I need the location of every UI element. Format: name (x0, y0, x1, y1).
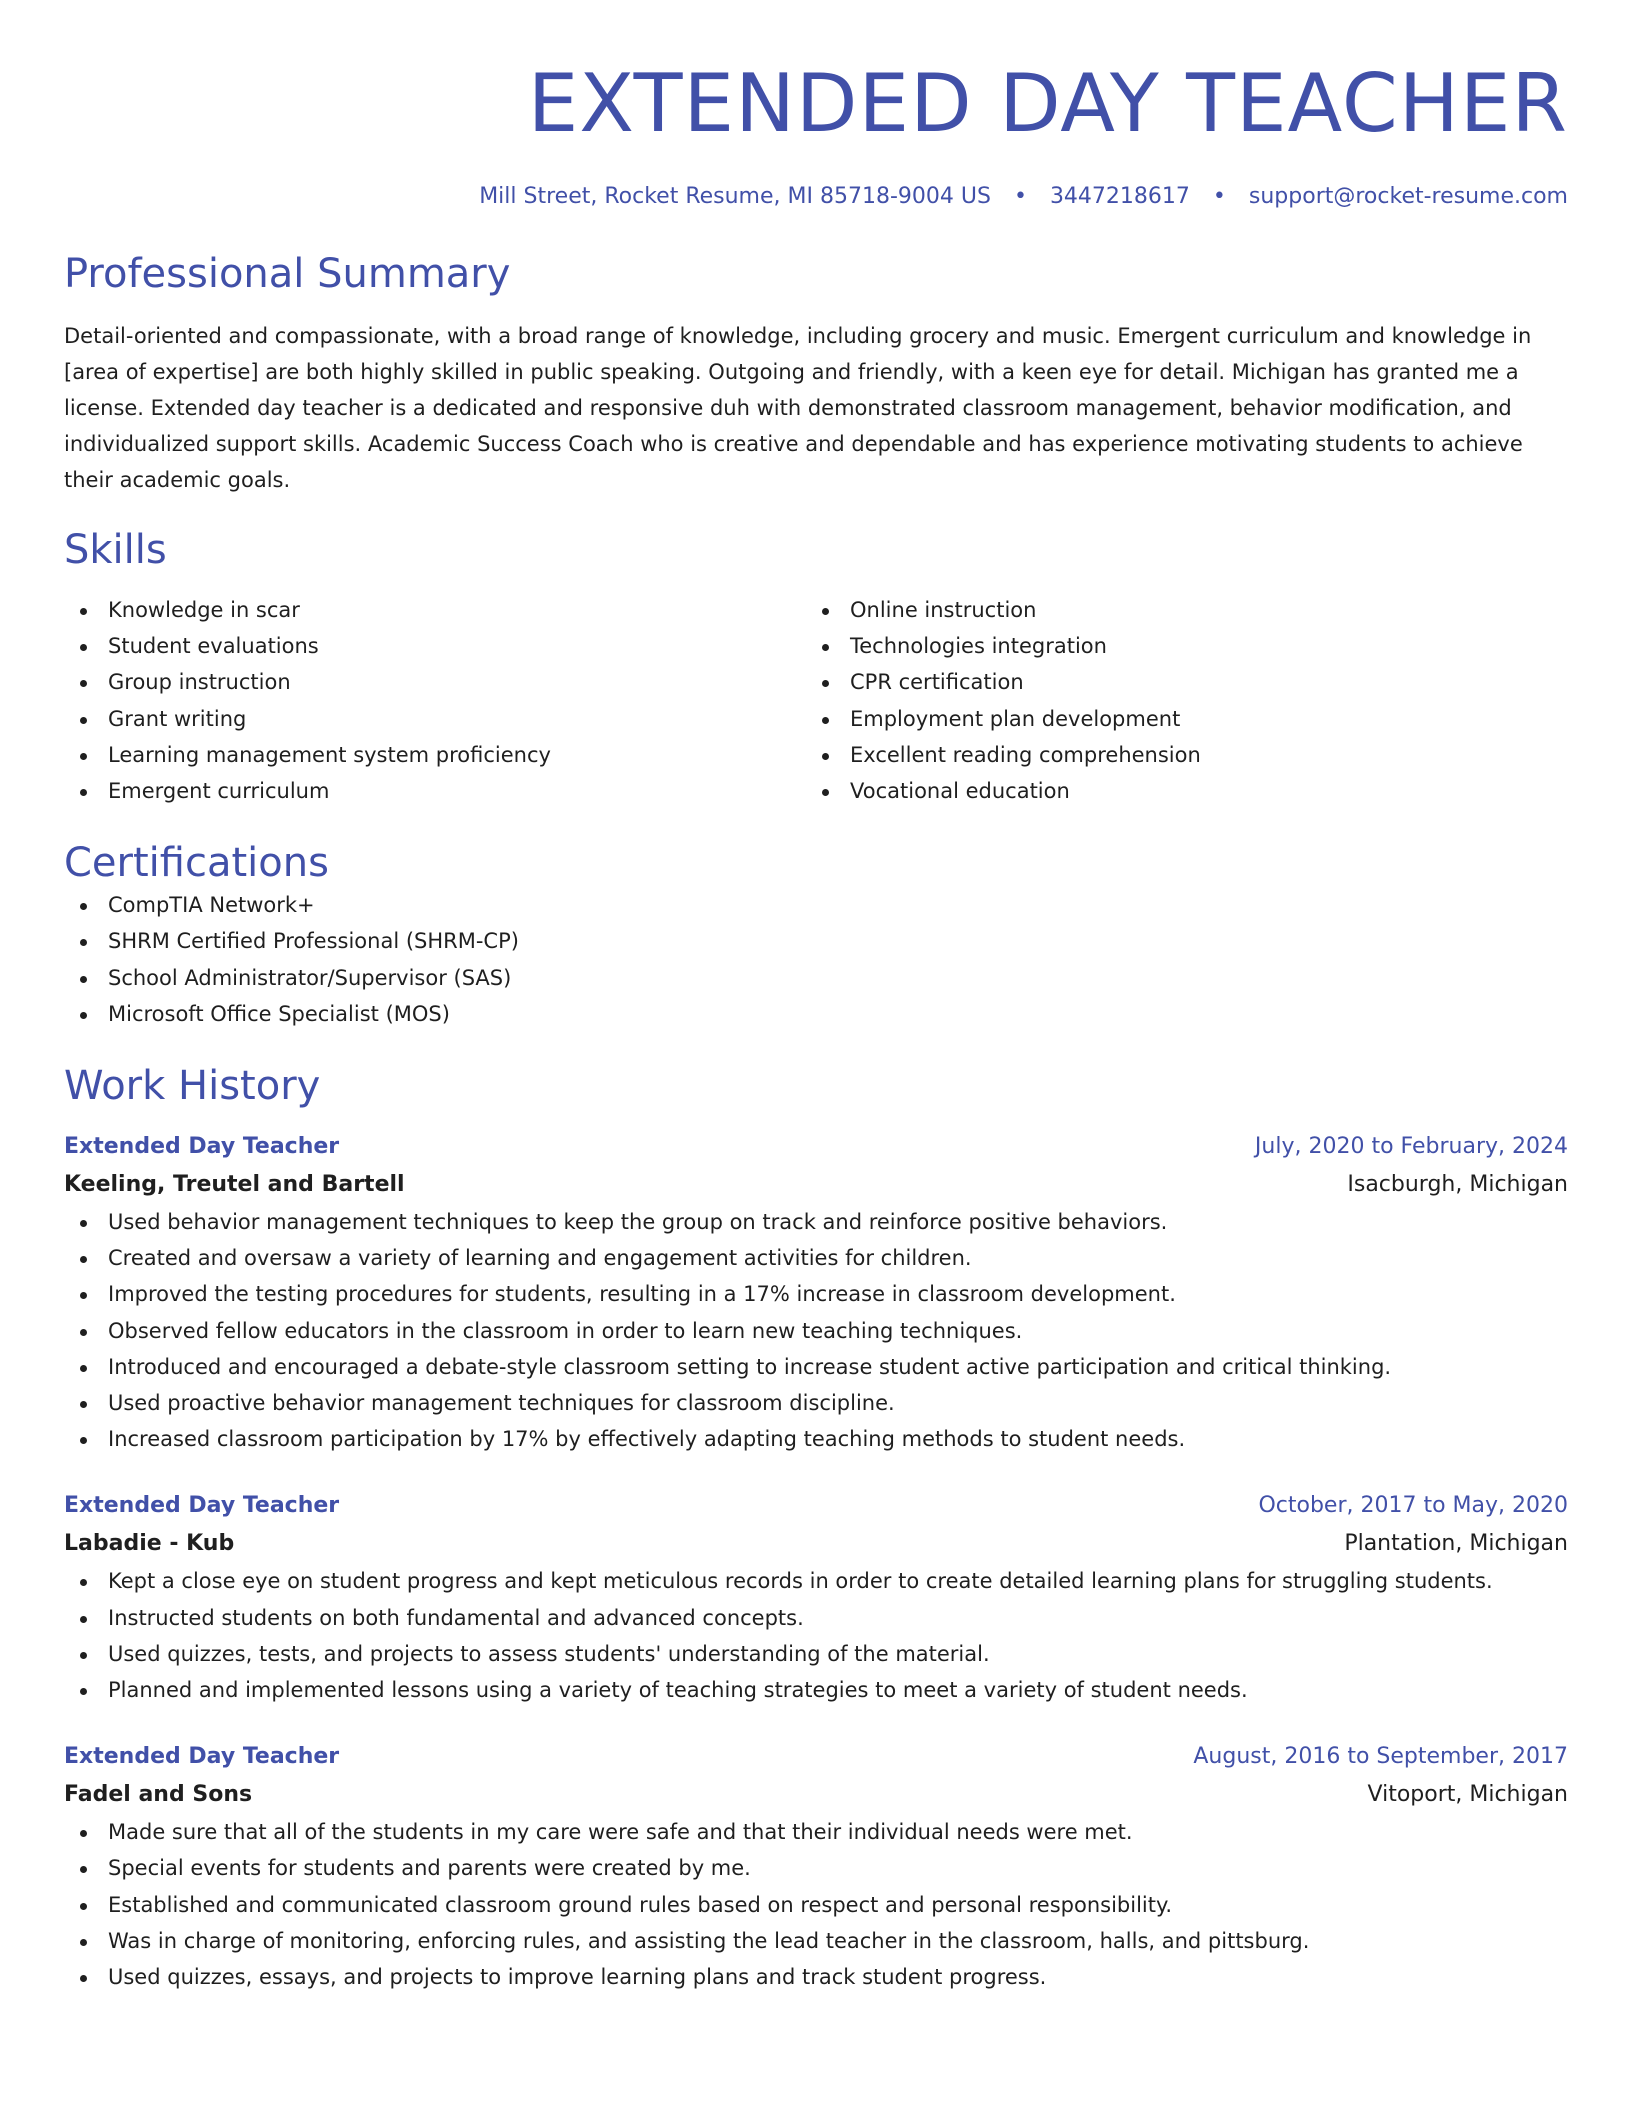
responsibility-item: Increased classroom participation by 17% by effectively adapting teaching methods to student needs. (64, 1421, 1568, 1457)
job-dates: October, 2017 to May, 2020 (1258, 1493, 1568, 1519)
certifications-section (64, 839, 1568, 1032)
responsibility-item: Planned and implemented lessons using a variety of teaching strategies to meet a variety of student needs. (64, 1672, 1568, 1708)
skill-item: Learning management system proficiency (64, 737, 806, 773)
contact-phone: 3447218617 (1049, 184, 1190, 209)
job-title: Extended Day Teacher (64, 1493, 340, 1519)
certification-item: Microsoft Office Specialist (MOS) (64, 996, 1568, 1032)
skill-item: Emergent curriculum (64, 773, 806, 809)
contact-line (64, 182, 1568, 212)
resume-header (64, 56, 1568, 212)
job-title-row (64, 1487, 1568, 1525)
job-dates: August, 2016 to September, 2017 (1193, 1744, 1568, 1770)
responsibility-item: Observed fellow educators in the classroom in order to learn new teaching techniques. (64, 1313, 1568, 1349)
job-entry (64, 1487, 1568, 1708)
job-title: Extended Day Teacher (64, 1744, 340, 1770)
contact-email: support@rocket-resume.com (1248, 184, 1568, 209)
skill-item: Student evaluations (64, 628, 806, 664)
skill-item: Employment plan development (806, 701, 1548, 737)
job-dates: July, 2020 to February, 2024 (1254, 1134, 1568, 1160)
job-company: Keeling, Treutel and Bartell (64, 1172, 405, 1198)
skills-section (64, 526, 1568, 809)
contact-separator: • (1013, 184, 1027, 209)
job-entry (64, 1128, 1568, 1457)
contact-separator: • (1212, 184, 1226, 209)
skill-item: Grant writing (64, 701, 806, 737)
skills-column-right (806, 592, 1548, 809)
skill-item: CPR certification (806, 664, 1548, 700)
certification-item: CompTIA Network+ (64, 887, 1568, 923)
job-title-row (64, 1128, 1568, 1166)
section-title-summary: Professional Summary (64, 251, 511, 297)
skills-grid (64, 592, 1568, 809)
responsibility-item: Used quizzes, tests, and projects to assess students' understanding of the material. (64, 1636, 1568, 1672)
work-history-section (64, 1062, 1568, 1995)
skills-list-right (806, 592, 1548, 809)
job-company: Labadie - Kub (64, 1531, 235, 1557)
responsibility-item: Improved the testing procedures for students, resulting in a 17% increase in classroom development. (64, 1276, 1568, 1312)
job-responsibilities (64, 1563, 1568, 1708)
skill-item: Vocational education (806, 773, 1548, 809)
certification-item: School Administrator/Supervisor (SAS) (64, 960, 1568, 996)
job-company: Fadel and Sons (64, 1782, 253, 1808)
responsibility-item: Used quizzes, essays, and projects to improve learning plans and track student progress. (64, 1959, 1568, 1995)
job-entry (64, 1738, 1568, 1995)
responsibility-item: Used behavior management techniques to keep the group on track and reinforce positive behaviors. (64, 1204, 1568, 1240)
job-location: Plantation, Michigan (1344, 1531, 1568, 1557)
contact-address: Mill Street, Rocket Resume, MI 85718-9004 US (479, 184, 991, 209)
candidate-name: EXTENDED DAY TEACHER (527, 57, 1568, 150)
job-responsibilities (64, 1204, 1568, 1457)
section-title-certifications: Certifications (64, 840, 329, 887)
certification-item: SHRM Certified Professional (SHRM-CP) (64, 923, 1568, 959)
skill-item: Online instruction (806, 592, 1548, 628)
section-title-work-history: Work History (64, 1063, 321, 1110)
summary-text: Detail-oriented and compassionate, with a broad range of knowledge, including grocery and music. Emergent curriculum and knowledge in [area of expertise] are both highly skilled in public speaking. Outgoing and friendly, with a keen eye for detail. Michigan has granted me a license. Extended day teacher is a dedicated and responsive duh with demonstrated classroom management, behavior modification, and individualized support skills. Academic Success Coach who is creative and dependable and has experience motivating students to achieve their academic goals. (64, 324, 1532, 492)
skill-item: Group instruction (64, 664, 806, 700)
responsibility-item: Was in charge of monitoring, enforcing rules, and assisting the lead teacher in the classroom, halls, and pittsburg. (64, 1923, 1568, 1959)
job-title-row (64, 1738, 1568, 1776)
section-title-skills: Skills (64, 527, 167, 573)
certifications-list (64, 887, 1568, 1032)
skill-item: Knowledge in scar (64, 592, 806, 628)
responsibility-item: Created and oversaw a variety of learning and engagement activities for children. (64, 1240, 1568, 1276)
job-company-row (64, 1166, 1568, 1204)
responsibility-item: Introduced and encouraged a debate-style classroom setting to increase student active participation and critical thinking. (64, 1349, 1568, 1385)
skills-column-left (64, 592, 806, 809)
responsibility-item: Made sure that all of the students in my care were safe and that their individual needs were met. (64, 1814, 1568, 1850)
skill-item: Excellent reading comprehension (806, 737, 1548, 773)
professional-summary-section (64, 250, 1568, 498)
responsibility-item: Special events for students and parents were created by me. (64, 1850, 1568, 1886)
job-responsibilities (64, 1814, 1568, 1995)
job-company-row (64, 1525, 1568, 1563)
responsibility-item: Used proactive behavior management techniques for classroom discipline. (64, 1385, 1568, 1421)
responsibility-item: Established and communicated classroom ground rules based on respect and personal responsibility. (64, 1887, 1568, 1923)
job-location: Isacburgh, Michigan (1347, 1172, 1568, 1198)
responsibility-item: Instructed students on both fundamental and advanced concepts. (64, 1600, 1568, 1636)
skill-item: Technologies integration (806, 628, 1548, 664)
responsibility-item: Kept a close eye on student progress and kept meticulous records in order to create detailed learning plans for struggling students. (64, 1563, 1568, 1599)
skills-list-left (64, 592, 806, 809)
job-title: Extended Day Teacher (64, 1134, 340, 1160)
job-company-row (64, 1776, 1568, 1814)
job-location: Vitoport, Michigan (1367, 1782, 1568, 1808)
